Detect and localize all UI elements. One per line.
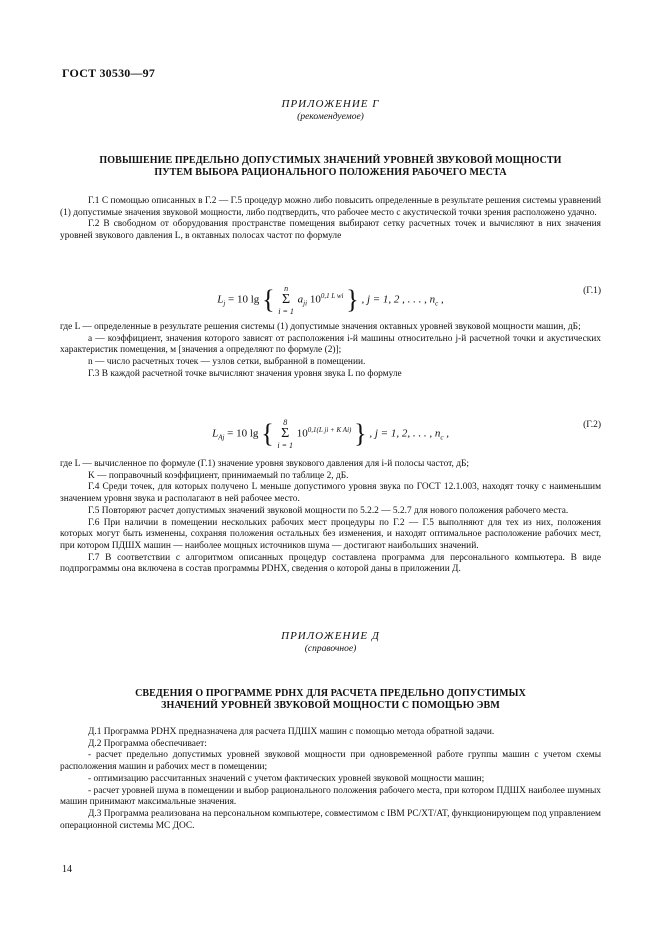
where-l-wi: где L — определенные в результате решения системы (1) допустимые значения октавных уровней звуковой мощности машин, дБ;	[60, 322, 581, 332]
section-g-text-1	[60, 196, 601, 243]
formula-g1-number: (Г.1)	[583, 286, 601, 296]
standard-code: ГОСТ 30530—97	[62, 66, 156, 80]
section-d-text	[60, 727, 601, 832]
formula-g1-expression: $L_j = 10$ lg { n Σ i = 1 $a_{ji}$ $10^{0,1 L wi}$ } , j = 1, 2 , . . . , $n_c$ ,	[217, 284, 444, 316]
heading-line: ПУТЕМ ВЫБОРА РАЦИОНАЛЬНОГО ПОЛОЖЕНИЯ РАБОЧЕГО МЕСТА	[154, 167, 507, 178]
heading-line: СВЕДЕНИЯ О ПРОГРАММЕ PDHX ДЛЯ РАСЧЕТА ПРЕДЕЛЬНО ДОПУСТИМЫХ	[135, 688, 526, 699]
paragraph-g6: Г.6 При наличии в помещении нескольких рабочих мест процедуры по Г.2 — Г.5 выполняют для тех из них, положения которых могут быть изменены, сохраняя положения остальных без изменения, и находят оптимальное расположение рабочих мест, при котором ПДШХ машин — наиболее мощных источников шума — достигают наибольших значений.	[60, 517, 601, 551]
heading-line: ЗНАЧЕНИЙ УРОВНЕЙ ЗВУКОВОЙ МОЩНОСТИ С ПОМОЩЬЮ ЭВМ	[161, 700, 500, 711]
paragraph-g1: Г.1 С помощью описанных в Г.2 — Г.5 процедур можно либо повысить определенные в результате решения системы уравнений (1) допустимые значения звуковой мощности, либо подтвердить, что рабочее место с акустической точки зрения расположено удачно.	[60, 196, 601, 218]
paragraph-d1: Д.1 Программа PDHX предназначена для расчета ПДШХ машин с помощью метода обратной задачи.	[88, 727, 495, 737]
formula-g2-expression: $L_{Aj} = 10$ lg { 8 Σ i = 1 $10^{0,1(L ji + K Ai)}$ } , j = 1, 2, . . . , $n_c$ ,	[212, 418, 449, 450]
appendix-g-heading	[60, 155, 601, 179]
formula-g2	[60, 410, 601, 450]
list-item: - оптимизацию рассчитанных значений с учетом фактических уровней звуковой мощности машин;	[88, 773, 485, 784]
heading-line: ПОВЫШЕНИЕ ПРЕДЕЛЬНО ДОПУСТИМЫХ ЗНАЧЕНИЙ УРОВНЕЙ ЗВУКОВОЙ МОЩНОСТИ	[99, 155, 562, 166]
paragraph-g7: Г.7 В соответствии с алгоритмом описанных процедур составлена программа для персонального компьютера. В виде подпрограммы она включена в состав программы PDHX, сведения о которой даны в приложении Д.	[60, 552, 601, 575]
list-item: - расчет уровней шума в помещении и выбор рационального положения рабочего места, при котором ПДШХ наиболее шумных машин принимают максимальные значения.	[60, 785, 601, 808]
section-g-text-3	[60, 459, 601, 576]
list-item: - расчет предельно допустимых уровней звуковой мощности при одновременной работе группы машин с учетом схемы расположения машин и рабочих мест в помещении;	[60, 750, 601, 773]
appendix-d-caption	[0, 630, 661, 656]
appendix-g-caption	[0, 98, 661, 124]
section-g-text-2	[60, 322, 601, 381]
appendix-g-title: ПРИЛОЖЕНИЕ Г	[281, 98, 380, 110]
paragraph-d3: Д.3 Программа реализована на персональном компьютере, совместимом с IBM PC/XT/AT, функционирующем под управлением операционной системы МС ДОС.	[60, 808, 601, 831]
paragraph-g4: Г.4 Среди точек, для которых получено L меньше допустимого уровня звука по ГОСТ 12.1.003, находят точку с наименьшим значением уровня звука и располагают в ней рабочее место.	[60, 482, 601, 505]
formula-g1	[60, 276, 601, 316]
page-number: 14	[62, 864, 72, 875]
appendix-g-status: (рекомендуемое)	[297, 112, 364, 122]
paragraph-g2: Г.2 В свободном от оборудования пространстве помещения выбирают сетку расчетных точек и вычисляют в них значения уровней звукового давления L, в октавных полосах частот по формуле	[60, 219, 601, 242]
appendix-d-status: (справочное)	[304, 644, 357, 654]
where-k-ai: K — поправочный коэффициент, принимаемый по таблице 2, дБ.	[88, 470, 349, 481]
paragraph-g5: Г.5 Повторяют расчет допустимых значений звуковой мощности по 5.2.2 — 5.2.7 для нового положения рабочего места.	[88, 505, 569, 516]
formula-g2-number: (Г.2)	[583, 420, 601, 430]
paragraph-d2: Д.2 Программа обеспечивает:	[88, 738, 207, 749]
paragraph-g3: Г.3 В каждой расчетной точке вычисляют значения уровня звука L по формуле	[88, 368, 402, 379]
where-n-c: n — число расчетных точек — узлов сетки, выбранной в помещении.	[88, 357, 366, 368]
appendix-d-heading	[60, 688, 601, 712]
where-a-ji: a — коэффициент, значения которого зависят от расположения i-й машины относительно j-й расчетной точки и акустических характеристик помещения, м [значения a определяют по формуле (2)];	[60, 333, 601, 356]
where-l-ji: где L — вычисленное по формуле (Г.1) значение уровня звукового давления для i-й полосы частот, дБ;	[60, 459, 470, 469]
appendix-d-title: ПРИЛОЖЕНИЕ Д	[281, 630, 380, 642]
